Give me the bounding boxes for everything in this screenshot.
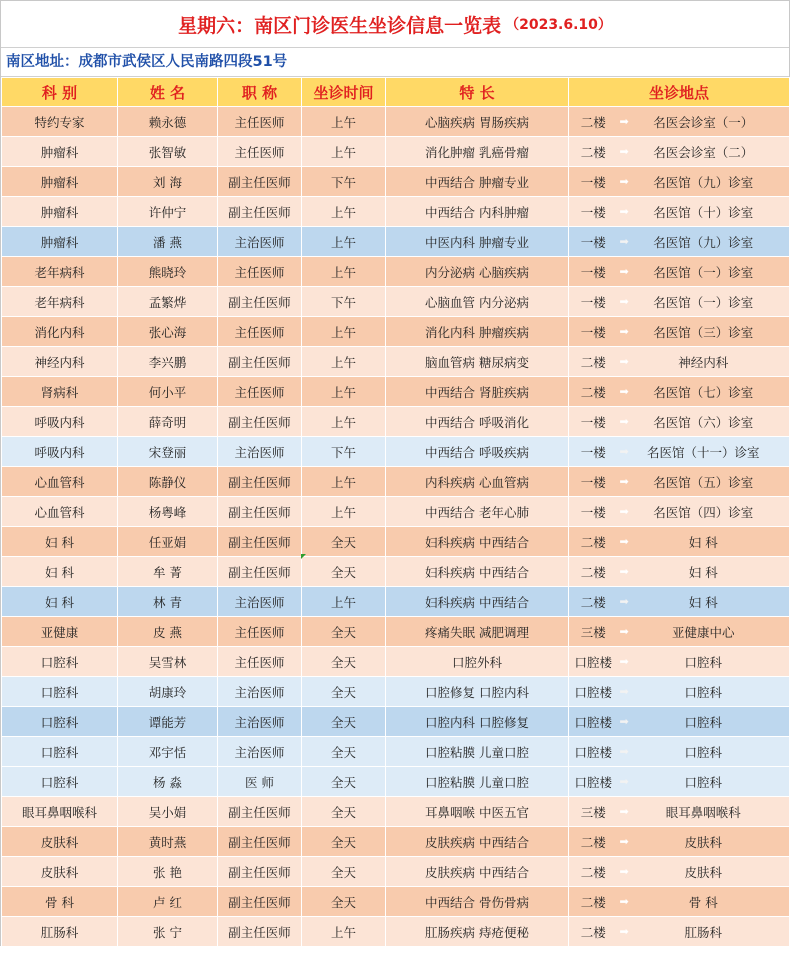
floor-cell: 口腔楼 (569, 677, 618, 707)
title-cell: 主任医师 (218, 317, 302, 347)
name-cell: 孟繁烨 (118, 287, 218, 317)
location-cell (618, 677, 790, 707)
header-dept: 科 别 (2, 78, 118, 107)
specialty-cell: 脑血管病 糖尿病变 (386, 347, 569, 377)
arrow-right-icon: ➡ (619, 925, 629, 938)
location-text: 名医馆（一）诊室 (653, 294, 754, 310)
specialty-cell: 耳鼻咽喉 中医五官 (386, 797, 569, 827)
time-cell: 全天 (302, 767, 386, 797)
time-cell: 下午 (302, 287, 386, 317)
title-cell: 副主任医师 (218, 467, 302, 497)
time-cell: 上午 (302, 197, 386, 227)
location-text: 名医馆（六）诊室 (653, 414, 754, 430)
location-cell (618, 347, 790, 377)
location-text: 妇 科 (688, 564, 718, 580)
location-text: 骨 科 (688, 894, 718, 910)
name-cell: 杨 淼 (118, 767, 218, 797)
address-line: 南区地址：成都市武侯区人民南路四段51号 (1, 48, 789, 77)
name-cell: 吴小娟 (118, 797, 218, 827)
time-cell: 下午 (302, 437, 386, 467)
table-row (2, 497, 790, 527)
location-cell (618, 587, 790, 617)
location-text: 妇 科 (688, 594, 718, 610)
title-main: 星期六：南区门诊医生坐诊信息一览表 (178, 14, 502, 37)
location-cell (618, 617, 790, 647)
page-title (1, 1, 789, 48)
arrow-right-icon: ➡ (619, 745, 629, 758)
arrow-right-icon: ➡ (619, 115, 629, 128)
specialty-cell: 中西结合 内科肿瘤 (386, 197, 569, 227)
dept-cell: 神经内科 (2, 347, 118, 377)
time-cell: 全天 (302, 617, 386, 647)
title-cell: 主治医师 (218, 227, 302, 257)
floor-cell: 一楼 (569, 197, 618, 227)
location-text: 神经内科 (678, 354, 729, 370)
title-cell: 副主任医师 (218, 857, 302, 887)
time-cell: 上午 (302, 257, 386, 287)
table-row (2, 137, 790, 167)
location-text: 名医馆（九）诊室 (653, 234, 754, 250)
specialty-cell: 中西结合 肿瘤专业 (386, 167, 569, 197)
location-text: 口腔科 (684, 714, 723, 730)
specialty-cell: 中西结合 骨伤骨病 (386, 887, 569, 917)
floor-cell: 二楼 (569, 587, 618, 617)
arrow-right-icon: ➡ (619, 775, 629, 788)
location-text: 名医馆（三）诊室 (653, 324, 754, 340)
location-text: 名医会诊室（一） (653, 114, 754, 130)
time-cell: 上午 (302, 497, 386, 527)
name-cell: 皮 燕 (118, 617, 218, 647)
time-cell: 上午 (302, 317, 386, 347)
dept-cell: 妇 科 (2, 557, 118, 587)
specialty-cell: 口腔内科 口腔修复 (386, 707, 569, 737)
floor-cell: 一楼 (569, 257, 618, 287)
specialty-cell: 中西结合 呼吸消化 (386, 407, 569, 437)
specialty-cell: 中西结合 肾脏疾病 (386, 377, 569, 407)
location-text: 名医馆（十一）诊室 (647, 444, 760, 460)
specialty-cell: 皮肤疾病 中西结合 (386, 857, 569, 887)
floor-cell: 口腔楼 (569, 737, 618, 767)
arrow-right-icon: ➡ (619, 175, 629, 188)
time-cell: 上午 (302, 587, 386, 617)
location-cell (618, 737, 790, 767)
header-name: 姓 名 (118, 78, 218, 107)
specialty-cell: 心脑血管 内分泌病 (386, 287, 569, 317)
arrow-right-icon: ➡ (619, 385, 629, 398)
table-row (2, 257, 790, 287)
dept-cell: 妇 科 (2, 587, 118, 617)
title-cell: 副主任医师 (218, 167, 302, 197)
arrow-right-icon: ➡ (619, 505, 629, 518)
name-cell: 杨粤峰 (118, 497, 218, 527)
floor-cell: 二楼 (569, 347, 618, 377)
title-cell: 主治医师 (218, 737, 302, 767)
specialty-cell: 中医内科 肿瘤专业 (386, 227, 569, 257)
table-row (2, 467, 790, 497)
table-row (2, 317, 790, 347)
title-cell: 副主任医师 (218, 887, 302, 917)
time-cell: 上午 (302, 467, 386, 497)
name-cell: 张 艳 (118, 857, 218, 887)
location-cell (618, 257, 790, 287)
location-text: 口腔科 (684, 684, 723, 700)
title-cell: 副主任医师 (218, 407, 302, 437)
table-row (2, 617, 790, 647)
name-cell: 薛奇明 (118, 407, 218, 437)
specialty-cell: 肛肠疾病 痔疮便秘 (386, 917, 569, 947)
dept-cell: 肛肠科 (2, 917, 118, 947)
floor-cell: 一楼 (569, 497, 618, 527)
specialty-cell: 口腔粘膜 儿童口腔 (386, 767, 569, 797)
arrow-right-icon: ➡ (619, 205, 629, 218)
location-cell (618, 647, 790, 677)
table-row (2, 287, 790, 317)
table-row (2, 827, 790, 857)
arrow-right-icon: ➡ (619, 235, 629, 248)
table-row (2, 557, 790, 587)
dept-cell: 眼耳鼻咽喉科 (2, 797, 118, 827)
arrow-right-icon: ➡ (619, 715, 629, 728)
table-row (2, 227, 790, 257)
cell-comment-marker (301, 554, 306, 559)
location-cell (618, 707, 790, 737)
time-cell: 上午 (302, 917, 386, 947)
table-row (2, 107, 790, 137)
time-cell: 全天 (302, 887, 386, 917)
name-cell: 赖永德 (118, 107, 218, 137)
dept-cell: 肾病科 (2, 377, 118, 407)
table-row (2, 917, 790, 947)
location-text: 名医馆（一）诊室 (653, 264, 754, 280)
specialty-cell: 内科疾病 心血管病 (386, 467, 569, 497)
location-text: 名医馆（五）诊室 (653, 474, 754, 490)
title-cell: 医 师 (218, 767, 302, 797)
specialty-cell: 消化内科 肿瘤疾病 (386, 317, 569, 347)
specialty-cell: 妇科疾病 中西结合 (386, 557, 569, 587)
dept-cell: 特约专家 (2, 107, 118, 137)
title-cell: 主任医师 (218, 257, 302, 287)
dept-cell: 骨 科 (2, 887, 118, 917)
title-cell: 副主任医师 (218, 347, 302, 377)
name-cell: 吴雪林 (118, 647, 218, 677)
floor-cell: 口腔楼 (569, 707, 618, 737)
specialty-cell: 口腔粘膜 儿童口腔 (386, 737, 569, 767)
table-row (2, 737, 790, 767)
dept-cell: 肿瘤科 (2, 167, 118, 197)
floor-cell: 一楼 (569, 167, 618, 197)
title-cell: 主任医师 (218, 107, 302, 137)
location-cell (618, 497, 790, 527)
name-cell: 许仲宁 (118, 197, 218, 227)
header-specialty: 特 长 (386, 78, 569, 107)
time-cell: 上午 (302, 227, 386, 257)
dept-cell: 口腔科 (2, 737, 118, 767)
location-cell (618, 527, 790, 557)
table-row (2, 587, 790, 617)
table-row (2, 677, 790, 707)
time-cell: 全天 (302, 827, 386, 857)
table-row (2, 767, 790, 797)
arrow-right-icon: ➡ (619, 475, 629, 488)
location-text: 皮肤科 (684, 834, 723, 850)
title-cell: 主任医师 (218, 377, 302, 407)
location-cell (618, 227, 790, 257)
time-cell: 下午 (302, 167, 386, 197)
floor-cell: 一楼 (569, 437, 618, 467)
time-cell: 全天 (302, 557, 386, 587)
title-cell: 主治医师 (218, 437, 302, 467)
dept-cell: 消化内科 (2, 317, 118, 347)
time-cell: 全天 (302, 857, 386, 887)
table-body (2, 107, 790, 947)
arrow-right-icon: ➡ (619, 835, 629, 848)
name-cell: 李兴鹏 (118, 347, 218, 377)
floor-cell: 二楼 (569, 137, 618, 167)
dept-cell: 心血管科 (2, 497, 118, 527)
specialty-cell: 口腔外科 (386, 647, 569, 677)
location-cell (618, 407, 790, 437)
table-row (2, 437, 790, 467)
time-cell: 上午 (302, 107, 386, 137)
floor-cell: 二楼 (569, 917, 618, 947)
name-cell: 牟 菁 (118, 557, 218, 587)
floor-cell: 二楼 (569, 377, 618, 407)
floor-cell: 二楼 (569, 887, 618, 917)
time-cell: 上午 (302, 347, 386, 377)
arrow-right-icon: ➡ (619, 535, 629, 548)
floor-cell: 三楼 (569, 617, 618, 647)
specialty-cell: 口腔修复 口腔内科 (386, 677, 569, 707)
time-cell: 全天 (302, 737, 386, 767)
location-text: 妇 科 (688, 534, 718, 550)
name-cell: 何小平 (118, 377, 218, 407)
name-cell: 卢 红 (118, 887, 218, 917)
dept-cell: 肿瘤科 (2, 137, 118, 167)
name-cell: 宋登丽 (118, 437, 218, 467)
location-cell (618, 767, 790, 797)
dept-cell: 心血管科 (2, 467, 118, 497)
arrow-right-icon: ➡ (619, 685, 629, 698)
dept-cell: 肿瘤科 (2, 227, 118, 257)
header-title: 职 称 (218, 78, 302, 107)
time-cell: 上午 (302, 377, 386, 407)
name-cell: 张心海 (118, 317, 218, 347)
specialty-cell: 中西结合 老年心肺 (386, 497, 569, 527)
location-cell (618, 917, 790, 947)
name-cell: 熊晓玲 (118, 257, 218, 287)
title-cell: 主治医师 (218, 707, 302, 737)
header-row (2, 78, 790, 107)
name-cell: 张 宁 (118, 917, 218, 947)
time-cell: 全天 (302, 797, 386, 827)
table-row (2, 197, 790, 227)
floor-cell: 二楼 (569, 527, 618, 557)
location-text: 亚健康中心 (672, 624, 735, 640)
location-cell (618, 317, 790, 347)
arrow-right-icon: ➡ (619, 895, 629, 908)
title-cell: 副主任医师 (218, 527, 302, 557)
time-cell: 全天 (302, 527, 386, 557)
arrow-right-icon: ➡ (619, 595, 629, 608)
name-cell: 林 青 (118, 587, 218, 617)
table-row (2, 857, 790, 887)
time-cell: 全天 (302, 677, 386, 707)
floor-cell: 口腔楼 (569, 647, 618, 677)
floor-cell: 二楼 (569, 857, 618, 887)
title-cell: 主任医师 (218, 647, 302, 677)
title-cell: 副主任医师 (218, 557, 302, 587)
arrow-right-icon: ➡ (619, 655, 629, 668)
title-cell: 主治医师 (218, 587, 302, 617)
dept-cell: 口腔科 (2, 677, 118, 707)
floor-cell: 一楼 (569, 287, 618, 317)
name-cell: 陈静仪 (118, 467, 218, 497)
dept-cell: 呼吸内科 (2, 437, 118, 467)
arrow-right-icon: ➡ (619, 625, 629, 638)
floor-cell: 二楼 (569, 827, 618, 857)
specialty-cell: 皮肤疾病 中西结合 (386, 827, 569, 857)
dept-cell: 老年病科 (2, 287, 118, 317)
schedule-table (1, 77, 790, 947)
location-text: 皮肤科 (684, 864, 723, 880)
specialty-cell: 心脑疾病 胃肠疾病 (386, 107, 569, 137)
arrow-right-icon: ➡ (619, 415, 629, 428)
floor-cell: 二楼 (569, 107, 618, 137)
dept-cell: 亚健康 (2, 617, 118, 647)
location-text: 口腔科 (684, 774, 723, 790)
specialty-cell: 疼痛失眠 减肥调理 (386, 617, 569, 647)
dept-cell: 皮肤科 (2, 857, 118, 887)
location-cell (618, 827, 790, 857)
arrow-right-icon: ➡ (619, 865, 629, 878)
location-cell (618, 197, 790, 227)
dept-cell: 口腔科 (2, 767, 118, 797)
name-cell: 胡康玲 (118, 677, 218, 707)
arrow-right-icon: ➡ (619, 805, 629, 818)
title-cell: 副主任医师 (218, 827, 302, 857)
specialty-cell: 中西结合 呼吸疾病 (386, 437, 569, 467)
name-cell: 邓宇恬 (118, 737, 218, 767)
location-text: 名医馆（四）诊室 (653, 504, 754, 520)
specialty-cell: 内分泌病 心脑疾病 (386, 257, 569, 287)
dept-cell: 皮肤科 (2, 827, 118, 857)
location-cell (618, 467, 790, 497)
arrow-right-icon: ➡ (619, 145, 629, 158)
arrow-right-icon: ➡ (619, 295, 629, 308)
name-cell: 张智敏 (118, 137, 218, 167)
dept-cell: 妇 科 (2, 527, 118, 557)
name-cell: 潘 燕 (118, 227, 218, 257)
location-cell (618, 797, 790, 827)
time-cell: 全天 (302, 707, 386, 737)
arrow-right-icon: ➡ (619, 325, 629, 338)
title-cell: 副主任医师 (218, 287, 302, 317)
header-time: 坐诊时间 (302, 78, 386, 107)
name-cell: 刘 海 (118, 167, 218, 197)
location-cell (618, 557, 790, 587)
table-row (2, 167, 790, 197)
title-cell: 主任医师 (218, 617, 302, 647)
floor-cell: 一楼 (569, 227, 618, 257)
dept-cell: 口腔科 (2, 707, 118, 737)
name-cell: 黄时燕 (118, 827, 218, 857)
arrow-right-icon: ➡ (619, 565, 629, 578)
title-cell: 主治医师 (218, 677, 302, 707)
name-cell: 谭能芳 (118, 707, 218, 737)
title-cell: 副主任医师 (218, 197, 302, 227)
location-cell (618, 437, 790, 467)
location-cell (618, 857, 790, 887)
floor-cell: 一楼 (569, 317, 618, 347)
time-cell: 全天 (302, 647, 386, 677)
location-text: 眼耳鼻咽喉科 (665, 804, 741, 820)
location-cell (618, 287, 790, 317)
table-row (2, 797, 790, 827)
arrow-right-icon: ➡ (619, 445, 629, 458)
location-cell (618, 887, 790, 917)
table-row (2, 647, 790, 677)
table-row (2, 527, 790, 557)
floor-cell: 二楼 (569, 557, 618, 587)
header-location: 坐诊地点 (569, 78, 790, 107)
table-row (2, 887, 790, 917)
table-row (2, 707, 790, 737)
name-cell: 任亚娟 (118, 527, 218, 557)
table-row (2, 347, 790, 377)
floor-cell: 口腔楼 (569, 767, 618, 797)
location-cell (618, 137, 790, 167)
floor-cell: 一楼 (569, 407, 618, 437)
specialty-cell: 妇科疾病 中西结合 (386, 527, 569, 557)
location-text: 名医会诊室（二） (653, 144, 754, 160)
arrow-right-icon: ➡ (619, 355, 629, 368)
location-cell (618, 377, 790, 407)
title-cell: 副主任医师 (218, 797, 302, 827)
location-text: 口腔科 (684, 654, 723, 670)
title-cell: 主任医师 (218, 137, 302, 167)
location-text: 肛肠科 (684, 924, 723, 940)
specialty-cell: 妇科疾病 中西结合 (386, 587, 569, 617)
table-row (2, 377, 790, 407)
arrow-right-icon: ➡ (619, 265, 629, 278)
location-cell (618, 107, 790, 137)
title-cell: 副主任医师 (218, 917, 302, 947)
dept-cell: 口腔科 (2, 647, 118, 677)
dept-cell: 呼吸内科 (2, 407, 118, 437)
location-text: 名医馆（九）诊室 (653, 174, 754, 190)
location-text: 名医馆（十）诊室 (653, 204, 754, 220)
title-date: （2023.6.10） (505, 17, 612, 33)
table-row (2, 407, 790, 437)
dept-cell: 老年病科 (2, 257, 118, 287)
specialty-cell: 消化肿瘤 乳癌骨瘤 (386, 137, 569, 167)
time-cell: 上午 (302, 407, 386, 437)
location-text: 名医馆（七）诊室 (653, 384, 754, 400)
dept-cell: 肿瘤科 (2, 197, 118, 227)
floor-cell: 一楼 (569, 467, 618, 497)
title-cell: 副主任医师 (218, 497, 302, 527)
location-text: 口腔科 (684, 744, 723, 760)
time-cell: 上午 (302, 137, 386, 167)
location-cell (618, 167, 790, 197)
floor-cell: 三楼 (569, 797, 618, 827)
